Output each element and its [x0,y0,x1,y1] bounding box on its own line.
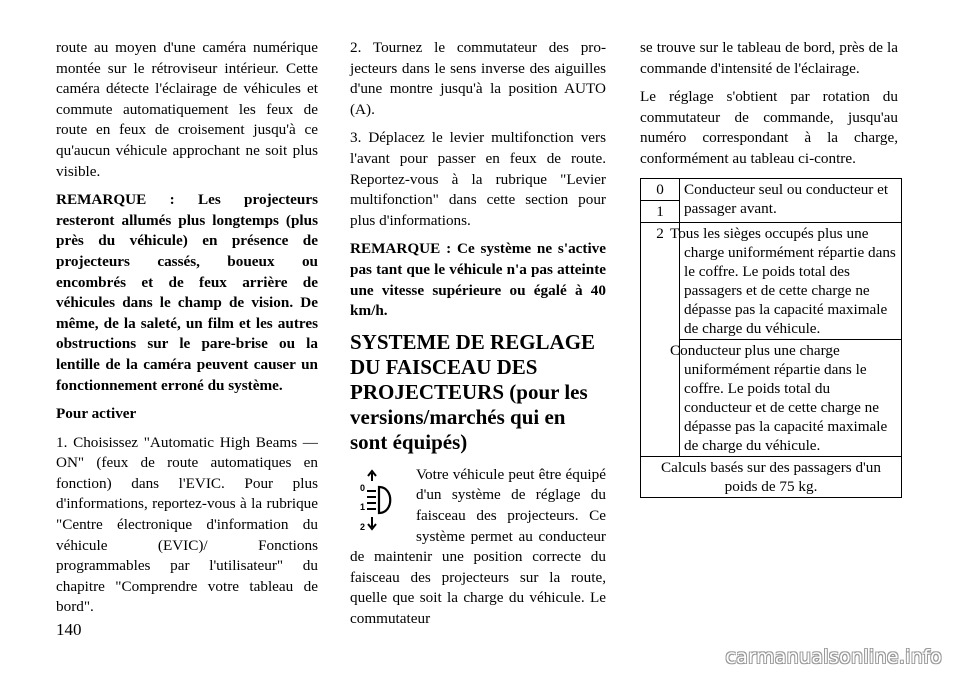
icon-label-0: 0 [360,482,366,493]
table-row [641,178,902,200]
remark-text: Ce système ne s'active pas tant que le véhicule n'a pas atteinte une vitesse supérieure ou égalé à 40 km/h. [350,240,607,320]
load-table [640,178,902,498]
column-middle [350,38,606,637]
table-cell-num: 0 [641,178,680,200]
paragraph-switch-location: se trouve sur le tableau de bord, près de la commande d'intensité de l'éclairage. [640,39,898,77]
table-footer: Calculs basés sur des passagers d'un poids de 75 kg. [641,456,902,497]
table-footer-row [641,456,902,497]
table-cell-num: 1 [641,200,680,222]
remark-projectors [56,190,318,396]
headlamp-icon [358,467,408,533]
icon-label-2: 2 [360,521,366,532]
column-left [56,38,318,626]
table-row [641,222,902,339]
headlamp-leveling-icon [350,467,410,533]
section-title: SYSTEME DE REGLAGE DU FAISCEAU DES PROJECTEURS (pour les versions/marchés qui en sont équipés) [350,329,596,454]
heading-activate: Pour activer [56,405,137,423]
step-2: 2. Tournez le commutateur des projecteurs dans le sens inverse des aiguilles d'une montre jusqu'à la position AUTO (A). [350,39,606,118]
watermark: carmanualsonline.info [725,646,942,668]
step-1: 1. Choisissez "Automatic High Beams — ON" (feux de route automatiques en fonction) dans l'EVIC. Pour plus d'informations, reportez-vous à la rubrique "Centre électronique d'information du véhicule (EVIC)/ Fonctions programmables par l'utilisateur" du chapitre "Comprendre votre tableau de bord". [56,433,318,616]
paragraph-camera: route au moyen d'une caméra numérique montée sur le rétroviseur intérieur. Cette caméra détecte l'éclairage de véhicules et commute automatiquement les feux de route en feux de croisement jusqu'à ce qu'aucun véhicule approchant ne soit plus visible. [56,39,318,180]
icon-label-1: 1 [360,501,366,512]
table-cell-text: Conducteur seul ou conducteur et passager avant. [680,178,902,222]
table-row [641,339,902,456]
remark-text: Les projecteurs resteront allumés plus longtemps (plus près du véhicule) en présence de projecteurs cassés, boueux ou encombrés et de feux arrière de véhicules dans le champ de vision. De même, de la saleté, un film et les autres obstructions sur le pare-brise ou la lentille de la caméra peuvent causer un fonctionnement erroné du système. [56,191,318,394]
step-3: 3. Déplacez le levier multifonction vers l'avant pour passer en feux de route. Reportez-vous à la rubrique "Levier multifonction" dans cette section pour plus d'informations. [350,129,606,229]
table-cell-text: Conducteur plus une charge uniformément répartie dans le coffre. Le poids total du conducteur et de cette charge ne dépasse pas la capacité maximale de charge du véhicule. [680,339,902,456]
page-number: 140 [56,620,82,639]
remark-speed [350,239,606,321]
remark-label: REMARQUE : [350,240,452,258]
table-cell-num: 2 [641,222,680,456]
remark-label: REMARQUE : [56,191,175,209]
paragraph-leveling: Votre véhicule peut être équipé d'un système de réglage du faisceau des projecteurs. Ce système permet au conducteur de maintenir une position correcte du faisceau des projecteurs sur la route, quelle que soit la charge du véhicule. Le commutateur [350,465,606,627]
table-cell-text: Tous les sièges occupés plus une charge uniformément répartie dans le coffre. Le poids total des passagers et de cette charge ne dépasse pas la capacité maximale de charge du véhicule. [680,222,902,339]
paragraph-adjustment: Le réglage s'obtient par rotation du commutateur de commande, jusqu'au numéro correspondant à la charge, conformément au tableau ci-contre. [640,88,898,167]
column-right [640,38,898,498]
